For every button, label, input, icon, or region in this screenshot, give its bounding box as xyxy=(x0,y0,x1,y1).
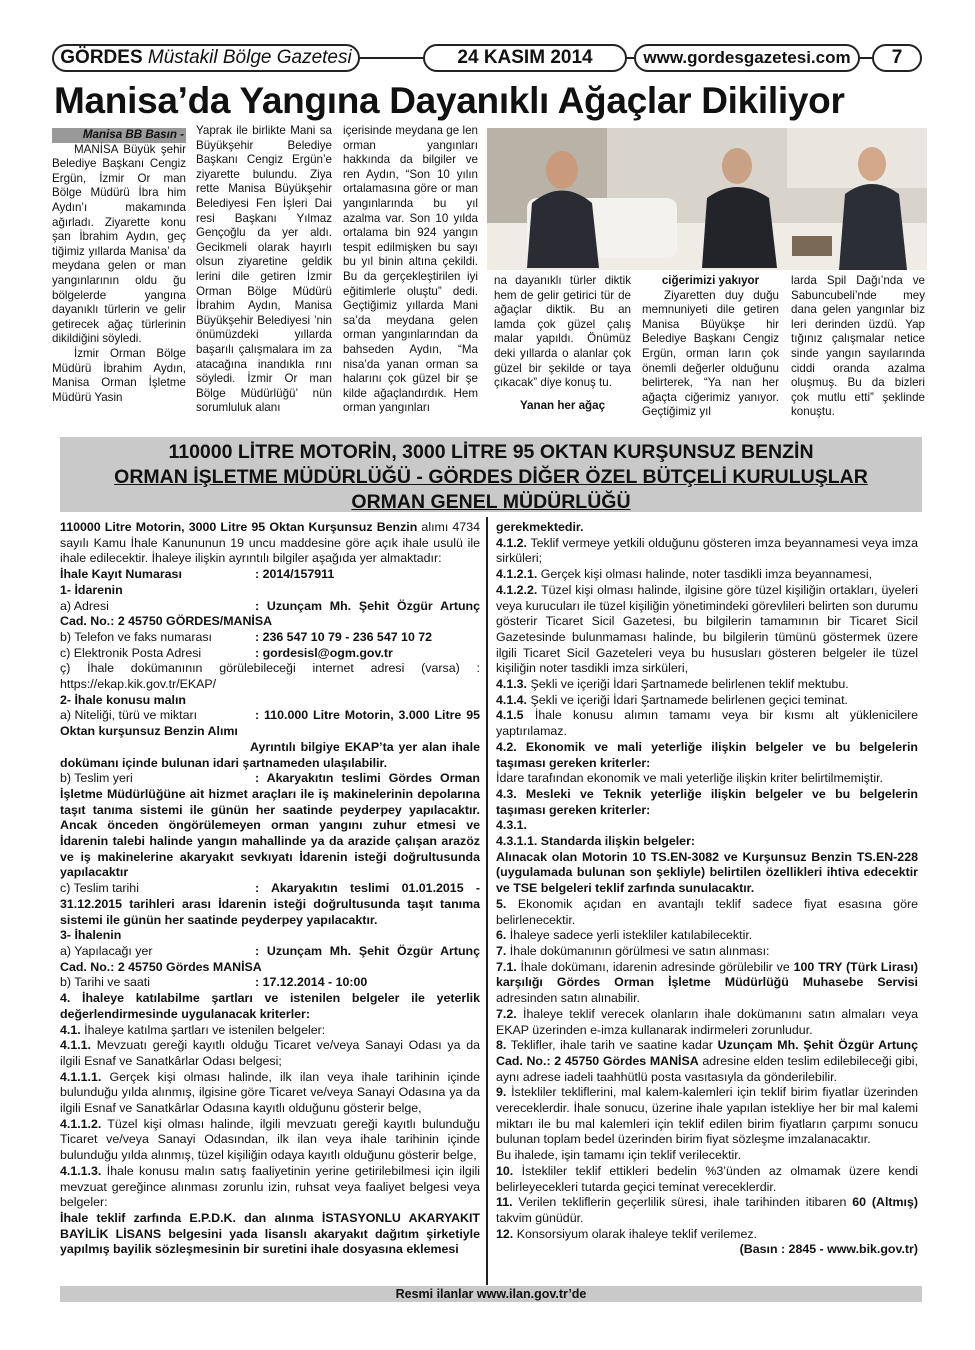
clause-text: İhale dokümanı, idarenin adresinde görülebilir ve xyxy=(520,959,794,974)
source-credit xyxy=(52,128,186,143)
clause: 4.1.1. Mevzuatı gereği kayıtlı olduğu Ticaret ve/veya Sanayi Odası ya da ilgili Esnaf ve Sanatkârlar Odası belgesi; xyxy=(60,1038,480,1068)
clause-text: Bu ihalede, işin tamamı için teklif verilecektir. xyxy=(496,1148,742,1163)
clause: 6. İhaleye sadece yerli istekliler katılabilecektir. xyxy=(496,928,753,943)
clause: 5. Ekonomik açıdan en avantajlı teklif sadece fiyat esasına göre belirlenecektir. xyxy=(496,896,918,927)
clause-text: İhale dokümanının görülmesi ve satın alınması: xyxy=(509,943,770,958)
clause-text: İhale konusu alımın tamamı veya bir kısmı alt yüklenicilere yaptırılamaz. xyxy=(496,708,918,739)
tender-datetime-row xyxy=(60,975,480,991)
column-divider xyxy=(486,517,488,1285)
clause-text: Mevzuatı gereği kayıtlı olduğu Ticaret ve/veya Sanayi Odası ya da ilgili Esnaf ve Sanatkârlar Odası belgesi; xyxy=(60,1038,480,1068)
source-credit-text: Manisa BB Basın - xyxy=(82,128,184,141)
section-heading: 4. İhaleye katılabilme şartları ve istenilen belgeler ile yeterlik değerlendirmesinde uygulanacak kriterler: xyxy=(60,991,480,1021)
clause-text: Teklif vermeye yetkili olduğunu gösteren imza beyannamesi veya imza sirküleri; xyxy=(496,535,918,566)
website-pill xyxy=(634,44,860,72)
venue-row xyxy=(60,944,480,975)
article-subhead: Yanan her ağaç xyxy=(519,398,606,412)
goods-label: a) Niteliği, türü ve miktarı xyxy=(60,708,198,723)
document-url-label: ç) İhale dokümanının görülebileceği internet adresi (varsa) xyxy=(60,661,460,676)
goods-row xyxy=(60,708,480,739)
clause: 4.1.1.1. Gerçek kişi olması halinde, ilk ilan veya ihale tarihinin içinde bulunduğu yılda alınmış, ilgisine göre Ticaret ve/veya Sanayi Odasına ya da ilgili Esnaf ve Sanatkârlar Odasına kayıtlı olduğunu gösterir belge, xyxy=(60,1069,480,1116)
clause: 8. Teklifler, ihale tarih ve saatine kadar Uzunçam Mh. Şehit Özgür Artunç Cad. No.: 2 45750 Gördes MANİSA adresine elden teslim edilebileceği gibi, aynı adrese iadeli taahhütlü posta vasıtasıyla da gönderilebilir. xyxy=(496,1038,919,1084)
clause-text: İhaleye katılma şartları ve istenilen belgeler: xyxy=(84,1022,326,1037)
registration-value: : 2014/157911 xyxy=(255,567,335,582)
tender-authority: ORMAN İŞLETME MÜDÜRLÜĞÜ - GÖRDES DİĞER ÖZEL BÜTÇELİ KURULUŞLAR xyxy=(114,466,868,488)
page-number: 7 xyxy=(891,47,903,68)
article-column-4 xyxy=(494,274,631,413)
clause: 10. İstekliler teklif ettikleri bedelin %3’ünden az olmamak üzere kendi belirleyecekleri tutarda geçici teminat vereceklerdir. xyxy=(496,1163,918,1194)
clause-text: Konsorsiyum olarak ihaleye teklif verilemez. xyxy=(516,1226,758,1241)
tender-left-column xyxy=(60,520,480,1258)
paper-name: GÖRDES xyxy=(60,47,143,68)
clause-text: Gerçek kişi olması halinde, noter tasdikli imza beyannamesi, xyxy=(540,567,873,582)
clause-text: Tüzel kişi olması halinde, ilgisine göre tüzel kişiliğin ortakları, üyeleri veya kurucuları ile tüzel kişiliğin yönetimindeki görevlileri belirten son durumu gösterir Ticaret Sicil Gazetesi, bu bilgilerin tamamının bir Ticaret Sicil Gazetesinde bulunmaması halinde, bu bilgilerin tümünü göstermek üzere ilgili Ticaret Sicil Gazeteleri veya bu hususları gösteren belgeler ile tüzel kişiliğin noter tasdikli imza sirküleri, xyxy=(496,582,919,676)
clause-text: Verilen tekliflerin geçerlilik süresi, ihale tarihinden itibaren xyxy=(518,1195,853,1210)
clause-text: takvim günüdür. xyxy=(496,1210,584,1225)
submission-address: Uzunçam Mh. Şehit Özgür Artunç Cad. No.: 2 45750 Gördes MANİSA xyxy=(496,1038,919,1068)
clause: 4.1.2.1. Gerçek kişi olması halinde, noter tasdikli imza beyannamesi, xyxy=(496,567,873,582)
document-fee: 100 TRY (Türk Lirası) karşılığı Gördes Orman İşletme Müdürlüğü Muhasebe Servisi xyxy=(496,959,918,990)
clause: 4.1.1.2. Tüzel kişi olması halinde, ilgili mevzuatı gereği kayıtlı bulunduğu Ticaret ve/veya Sanayi Odasından, ilk ilan veya ihale tarihinin içinde bulunduğu yılda alınmış, tüzel kişiliğin odaya kayıtlı olduğunu gösterir belge, xyxy=(60,1116,480,1163)
clause-text: İhaleye teklif verecek olanların ihale dokümanını satın almaları veya EKAP üzerinden e-imza kullanarak indirmeleri zorunludur. xyxy=(496,1006,918,1037)
clause-heading: 4.3.1. xyxy=(496,818,528,833)
clause-continuation: gerekmektedir. xyxy=(496,520,584,534)
tender-right-column xyxy=(496,520,918,1258)
clause-text: İstekliler teklif ettikleri bedelin %3’ünden az olmamak üzere kendi belirleyecekleri tutarda geçici teminat vereceklerdir. xyxy=(496,1163,918,1194)
document-url-value: : https://ekap.kik.gov.tr/EKAP/ xyxy=(60,661,480,692)
press-reference: (Basın : 2845 - www.bik.gov.tr) xyxy=(739,1242,918,1257)
clause-text: Şekli ve içeriği İdari Şartnamede belirlenen teklif mektubu. xyxy=(530,677,849,692)
document-url-row xyxy=(60,661,480,692)
tender-title: 110000 LİTRE MOTORİN, 3000 LİTRE 95 OKTAN KURŞUNSUZ BENZİN xyxy=(168,441,814,463)
clause-text: Şekli ve içeriği İdari Şartnamede belirlenen geçici teminat. xyxy=(530,692,848,707)
phone-row xyxy=(60,630,480,646)
date-pill xyxy=(423,44,627,72)
article-column-1 xyxy=(52,128,186,405)
clause-heading: 4.3. Mesleki ve Teknik yeterliğe ilişkin belgeler ve bu belgelerin taşıması gereken kriterler: xyxy=(496,786,918,817)
phone-label: b) Telefon ve faks numarası xyxy=(60,629,212,644)
delivery-date-value: : Akaryakıtın teslimi 01.01.2015 - 31.12.2015 tarihleri arası İdarenin isteği doğrultusunda taşıt tanıma sistemi ile günün her saatinde peyderpey yapılacaktır. xyxy=(60,881,480,927)
clause: 9. İstekliler tekliflerini, mal kalem-kalemleri için teklif birim fiyatlar üzerinden vereceklerdir. İhale sonucu, üzerine ihale yapılan istekliye her bir mal kalemi miktarı ile bu mal kalemleri için teklif edilen birim fiyatların çarpımı sonucu bulunan toplam bedel üzerinden birim fiyat sözleşme imzalanacaktır. xyxy=(496,1085,918,1147)
venue-value: : Uzunçam Mh. Şehit Özgür Artunç Cad. No.: 2 45750 Gördes MANİSA xyxy=(60,943,480,974)
clause-text: İdare tarafından ekonomik ve mali yeterliğe ilişkin kriter belirtilmemiştir. xyxy=(496,771,884,786)
phone-value: : 236 547 10 79 - 236 547 10 72 xyxy=(255,629,433,644)
page-number-pill xyxy=(872,44,922,72)
article-subhead: ciğerimizi yakıyor xyxy=(661,274,760,287)
goods-value: : 110.000 Litre Motorin, 3.000 Litre 95 Oktan kurşunsuz Benzin Alımı xyxy=(60,708,480,739)
clause-text: İstekliler tekliflerini, mal kalem-kalemleri için teklif birim fiyatlar üzerinden vereceklerdir. İhale sonucu, üzerine ihale yapılan istekliye her bir mal kalemi miktarı ile bu mal kalemleri için teklif edilen birim fiyatların çarpımı sonucu bulunan toplam bedel üzerinden birim fiyat sözleşme imzalanacaktır. xyxy=(496,1085,918,1147)
tender-title-bar xyxy=(60,437,922,512)
clause-text: Teklifler, ihale tarih ve saatine kadar xyxy=(510,1038,718,1053)
article-headline: Manisa’da Yangına Dayanıklı Ağaçlar Dikiliyor xyxy=(54,80,845,121)
clause: 4.1.2.2. Tüzel kişi olması halinde, ilgisine göre tüzel kişiliğin ortakları, üyeleri veya kurucuları ile tüzel kişiliğin yönetimindeki görevlileri belirten son durumu gösterir Ticaret Sicil Gazetesi, bu bilgilerin tamamının bir Ticaret Sicil Gazetesinde bulunmaması halinde, bu bilgilerin tümünü göstermek üzere ilgili Ticaret Sicil Gazeteleri veya bu hususları gösteren belgeler ile tüzel kişiliğin noter tasdikli imza sirküleri, xyxy=(496,582,919,676)
section-heading: 3- İhalenin xyxy=(60,928,122,943)
article-paragraph: na dayanıklı türler diktik hem de gelir getirici tür de ağaçlar diktik. Bu an lamda çok güzel çalış malar yapıldı. Önümüz deki yıllarda o alanlar çok güzel bir şekilde or taya çıkacak” diye konuş tu. xyxy=(494,274,631,390)
clause: 4.1.4. Şekli ve içeriği İdari Şartnamede belirlenen geçici teminat. xyxy=(496,692,848,707)
clause-text: İhaleye sadece yerli istekliler katılabilecektir. xyxy=(509,928,753,943)
clause: 4.1.3. Şekli ve içeriği İdari Şartnamede belirlenen teklif mektubu. xyxy=(496,677,849,692)
tender-datetime-value: : 17.12.2014 - 10:00 xyxy=(255,975,368,990)
clause: 7.1. İhale dokümanı, idarenin adresinde görülebilir ve 100 TRY (Türk Lirası) karşılığı Gördes Orman İşletme Müdürlüğü Muhasebe Servisi adresinden satın alınabilir. xyxy=(496,959,918,1006)
registration-label: İhale Kayıt Numarası xyxy=(60,567,182,582)
section-heading: 1- İdarenin xyxy=(60,582,123,597)
clause: 4.1.2. Teklif vermeye yetkili olduğunu gösteren imza beyannamesi veya imza sirküleri; xyxy=(496,535,918,566)
meeting-photo xyxy=(487,128,927,270)
registration-row xyxy=(60,567,480,583)
delivery-date-label: c) Teslim tarihi xyxy=(60,881,139,896)
tender-intro-text: alımı 4734 sayılı Kamu İhale Kanununun 19 uncu maddesine göre açık ihale usulü ile ihale edilecektir. İhaleye ilişkin ayrıntılı bilgiler aşağıda yer almaktadır: xyxy=(60,520,480,566)
paper-subtitle: Müstakil Bölge Gazetesi xyxy=(147,47,352,68)
clause-text: adresinden satın alınabilir. xyxy=(496,991,640,1006)
article-paragraph: larda Spil Dağı’nda ve Sabuncubeli’nde mey dana gelen yangınlar biz leri derinden üzdü. Yap tığınız çalışmalar netice sinde yangın sayılarında ciddi oranda azalma oluşmuş. Bu da bizleri çok mutlu etti” şeklinde konuştu. xyxy=(791,274,925,419)
clause: 11. Verilen tekliflerin geçerlilik süresi, ihale tarihinden itibaren 60 (Altmış) takvim günüdür. xyxy=(496,1195,918,1225)
tender-datetime-label: b) Tarihi ve saati xyxy=(60,975,150,990)
clause-text: Ekonomik açıdan en avantajlı teklif sadece fiyat esasına göre belirlenecektir. xyxy=(496,896,918,927)
clause: 4.1.5 İhale konusu alımın tamamı veya bir kısmı alt yüklenicilere yaptırılamaz. xyxy=(496,708,918,739)
address-value: : Uzunçam Mh. Şehit Özgür Artunç Cad. No.: 2 45750 GÖRDES/MANİSA xyxy=(60,598,480,629)
license-requirement: İhale teklif zarfında E.P.D.K. dan alınma İSTASYONLU AKARYAKIT BAYİLİK LİSANS belgesini yada lisanslı akaryakıt dağıtım şirketiyle yapılmış bayilik sözleşmesinin bir suretini ihale dosyasına eklemesi xyxy=(60,1210,480,1257)
validity-days: 60 (Altmış) xyxy=(852,1195,918,1210)
section-heading: 2- İhale konusu malın xyxy=(60,692,186,707)
article-paragraph: MANİSA Büyük şehir Belediye Başkanı Cengiz Ergün, İzmir Or man Bölge Müdürü İbra him Aydın’ı makamında ağırladı. Ziyarette konu şan İbrahim Aydın, geç tiğimiz yıllarda Manisa’ da meydana gelen or man yangınlarının oldu ğu bölgelerde yangına dayanıklı türlerin ve gelir getirecek ağaç türlerinin dikildiğini söyledi. xyxy=(52,142,186,346)
clause-text: Tüzel kişi olması halinde, ilgili mevzuatı gereği kayıtlı bulunduğu Ticaret ve/veya Sanayi Odasından, ilk ilan veya ihale tarihinin içinde bulunduğu yılda alınmış, tüzel kişiliğin odaya kayıtlı olduğunu gösterir belge, xyxy=(60,1116,480,1163)
delivery-place-row xyxy=(60,771,480,881)
clause-text: İhale konusu malın satış faaliyetinin yerine getirilebilmesi için ilgili mevzuat gereğince alınması zorunlu izin, ruhsat veya faaliyet belgesi veya belgeler: xyxy=(60,1163,480,1210)
tender-intro xyxy=(60,520,480,567)
address-label: a) Adresi xyxy=(60,598,109,613)
official-notice-footer: Resmi ilanlar www.ilan.gov.tr’de xyxy=(60,1286,922,1302)
clause: 4.1. İhaleye katılma şartları ve istenilen belgeler: xyxy=(60,1022,326,1037)
article-column-3 xyxy=(343,124,478,416)
delivery-place-label: b) Teslim yeri xyxy=(60,771,133,786)
venue-label: a) Yapılacağı yer xyxy=(60,943,153,958)
clause-text: Gerçek kişi olması halinde, ilk ilan veya ihale tarihinin içinde bulunduğu yılda alınmış, ilgisine göre Ticaret ve/veya Sanayi Odasına ya da ilgili Esnaf ve Sanatkârlar Odasına kayıtlı olduğunu gösterir belge, xyxy=(60,1069,480,1116)
tender-intro-subject: 110000 Litre Motorin, 3000 Litre 95 Oktan Kurşunsuz Benzin xyxy=(60,520,418,534)
article-paragraph: Ziyaretten duy duğu memnuniyeti dile getiren Manisa Büyükşe hir Belediye Başkanı Cengiz Ergün, orman ların çok önemli değerler olduğunu belirterek, “Ya nan her ağaçta ciğerimiz yanıyor. Geçtiğimiz yıl xyxy=(642,288,779,419)
article-column-5 xyxy=(642,274,779,420)
clause-heading: 4.2. Ekonomik ve mali yeterliğe ilişkin belgeler ve bu belgelerin taşıması gereken kriterler: xyxy=(496,739,918,770)
tender-organization: ORMAN GENEL MÜDÜRLÜĞÜ xyxy=(351,491,631,513)
article-column-6 xyxy=(791,274,925,420)
delivery-date-row xyxy=(60,881,480,928)
issue-date: 24 KASIM 2014 xyxy=(457,47,593,68)
goods-more-info: Ayrıntılı bilgiye EKAP’ta yer alan ihale dokümanı içinde bulunan idari şartnameden ulaşılabilir. xyxy=(60,739,480,770)
article-paragraph: İzmir Orman Bölge Müdürü İbrahim Aydın, Manisa Orman İşletme Müdürü Yasin xyxy=(52,346,186,404)
address-row xyxy=(60,599,480,630)
email-row xyxy=(60,646,480,662)
email-value: : gordesisl@ogm.gov.tr xyxy=(255,645,393,660)
clause: 4.1.1.3. İhale konusu malın satış faaliyetinin yerine getirilebilmesi için ilgili mevzuat gereğince alınması zorunlu izin, ruhsat veya faaliyet belgesi veya belgeler: xyxy=(60,1163,480,1210)
clause-text: adresine elden teslim edilebileceği gibi, aynı adrese iadeli taahhütlü posta vasıtasıyla da gönderilebilir. xyxy=(496,1053,918,1084)
paper-name-pill xyxy=(52,44,360,72)
delivery-place-value: : Akaryakıtın teslimi Gördes Orman İşletme Müdürlüğüne ait hizmet araçları ile iş makinelerinin depolarına taşıt tanıma sistemi ile günün her saatinde peyderpey yapılacaktır. Ancak önceden öngörülemeyen orman yangını zuhur etmesi ve İdarenin talebi halinde yangın mahallinde ya da arazide çalışan arazöz ve iş makinelerine akaryakıt sevkıyatı İdarenin isteği doğrultusunda yapılacaktır xyxy=(60,771,480,880)
clause: 7.2. İhaleye teklif verecek olanların ihale dokümanını satın almaları veya EKAP üzerinden e-imza kullanarak indirmeleri zorunludur. xyxy=(496,1006,918,1037)
email-label: c) Elektronik Posta Adresi xyxy=(60,645,202,660)
article-paragraph: Yaprak ile birlikte Mani sa Büyükşehir Belediye Başkanı Cengiz Ergün’e ziyarette bulundu. Ziya rette Manisa Büyükşehir Belediyesi Fen İşleri Dai resi Başkanı Yılmaz Gençoğlu da yer aldı. Gecikmeli olarak hayırlı olsun ziyaretine geldik lerini dile getiren İzmir Orman Bölge Müdürü İbrahim Aydın, Manisa Büyükşehir Belediyesi ’nin önümüzdeki yıllarda başarılı çalışmalara im za atacağına inandıkla rını söyledi. İzmir Or man Bölge Müdürlüğü’ nün sorumluluk alanı xyxy=(196,124,332,415)
clause-heading: 4.3.1.1. Standarda ilişkin belgeler: xyxy=(496,834,696,849)
clause: 7. İhale dokümanının görülmesi ve satın alınması: xyxy=(496,943,770,958)
clause: 12. Konsorsiyum olarak ihaleye teklif verilemez. xyxy=(496,1226,758,1241)
meeting-photo-illustration xyxy=(487,128,927,270)
article-paragraph: içerisinde meydana ge len orman yangınları hakkında da bilgiler ve ren Aydın, “Son 10 yılın ortalamasına göre or man yangınlarında bu yıl azalma var. Son 10 yılda ortalama bin 924 yangın tespit edilmişken bu sayı bu yıl binin altına çekildi. Bu da gerçekleştirilen iyi eğitimlerle oluştu” dedi. Geçtiğimiz yıllarda Mani sa’da meydana gelen orman yangınlarından da bahseden Aydın, “Ma nisa’da yanan orman sa halarını çok güzel bir şe kilde ağaçlandırdık. Hem orman yangınları xyxy=(343,124,478,415)
article-column-2 xyxy=(196,124,332,416)
website: www.gordesgazetesi.com xyxy=(643,48,851,67)
standards-requirement: Alınacak olan Motorin 10 TS.EN-3082 ve Kurşunsuz Benzin TS.EN-228 (uygulamada bulunan son şekliyle) belirtilen özellikleri ihtiva edecektir ve TSE belgeleri teklif zarfında sunulacaktır. xyxy=(496,849,918,896)
